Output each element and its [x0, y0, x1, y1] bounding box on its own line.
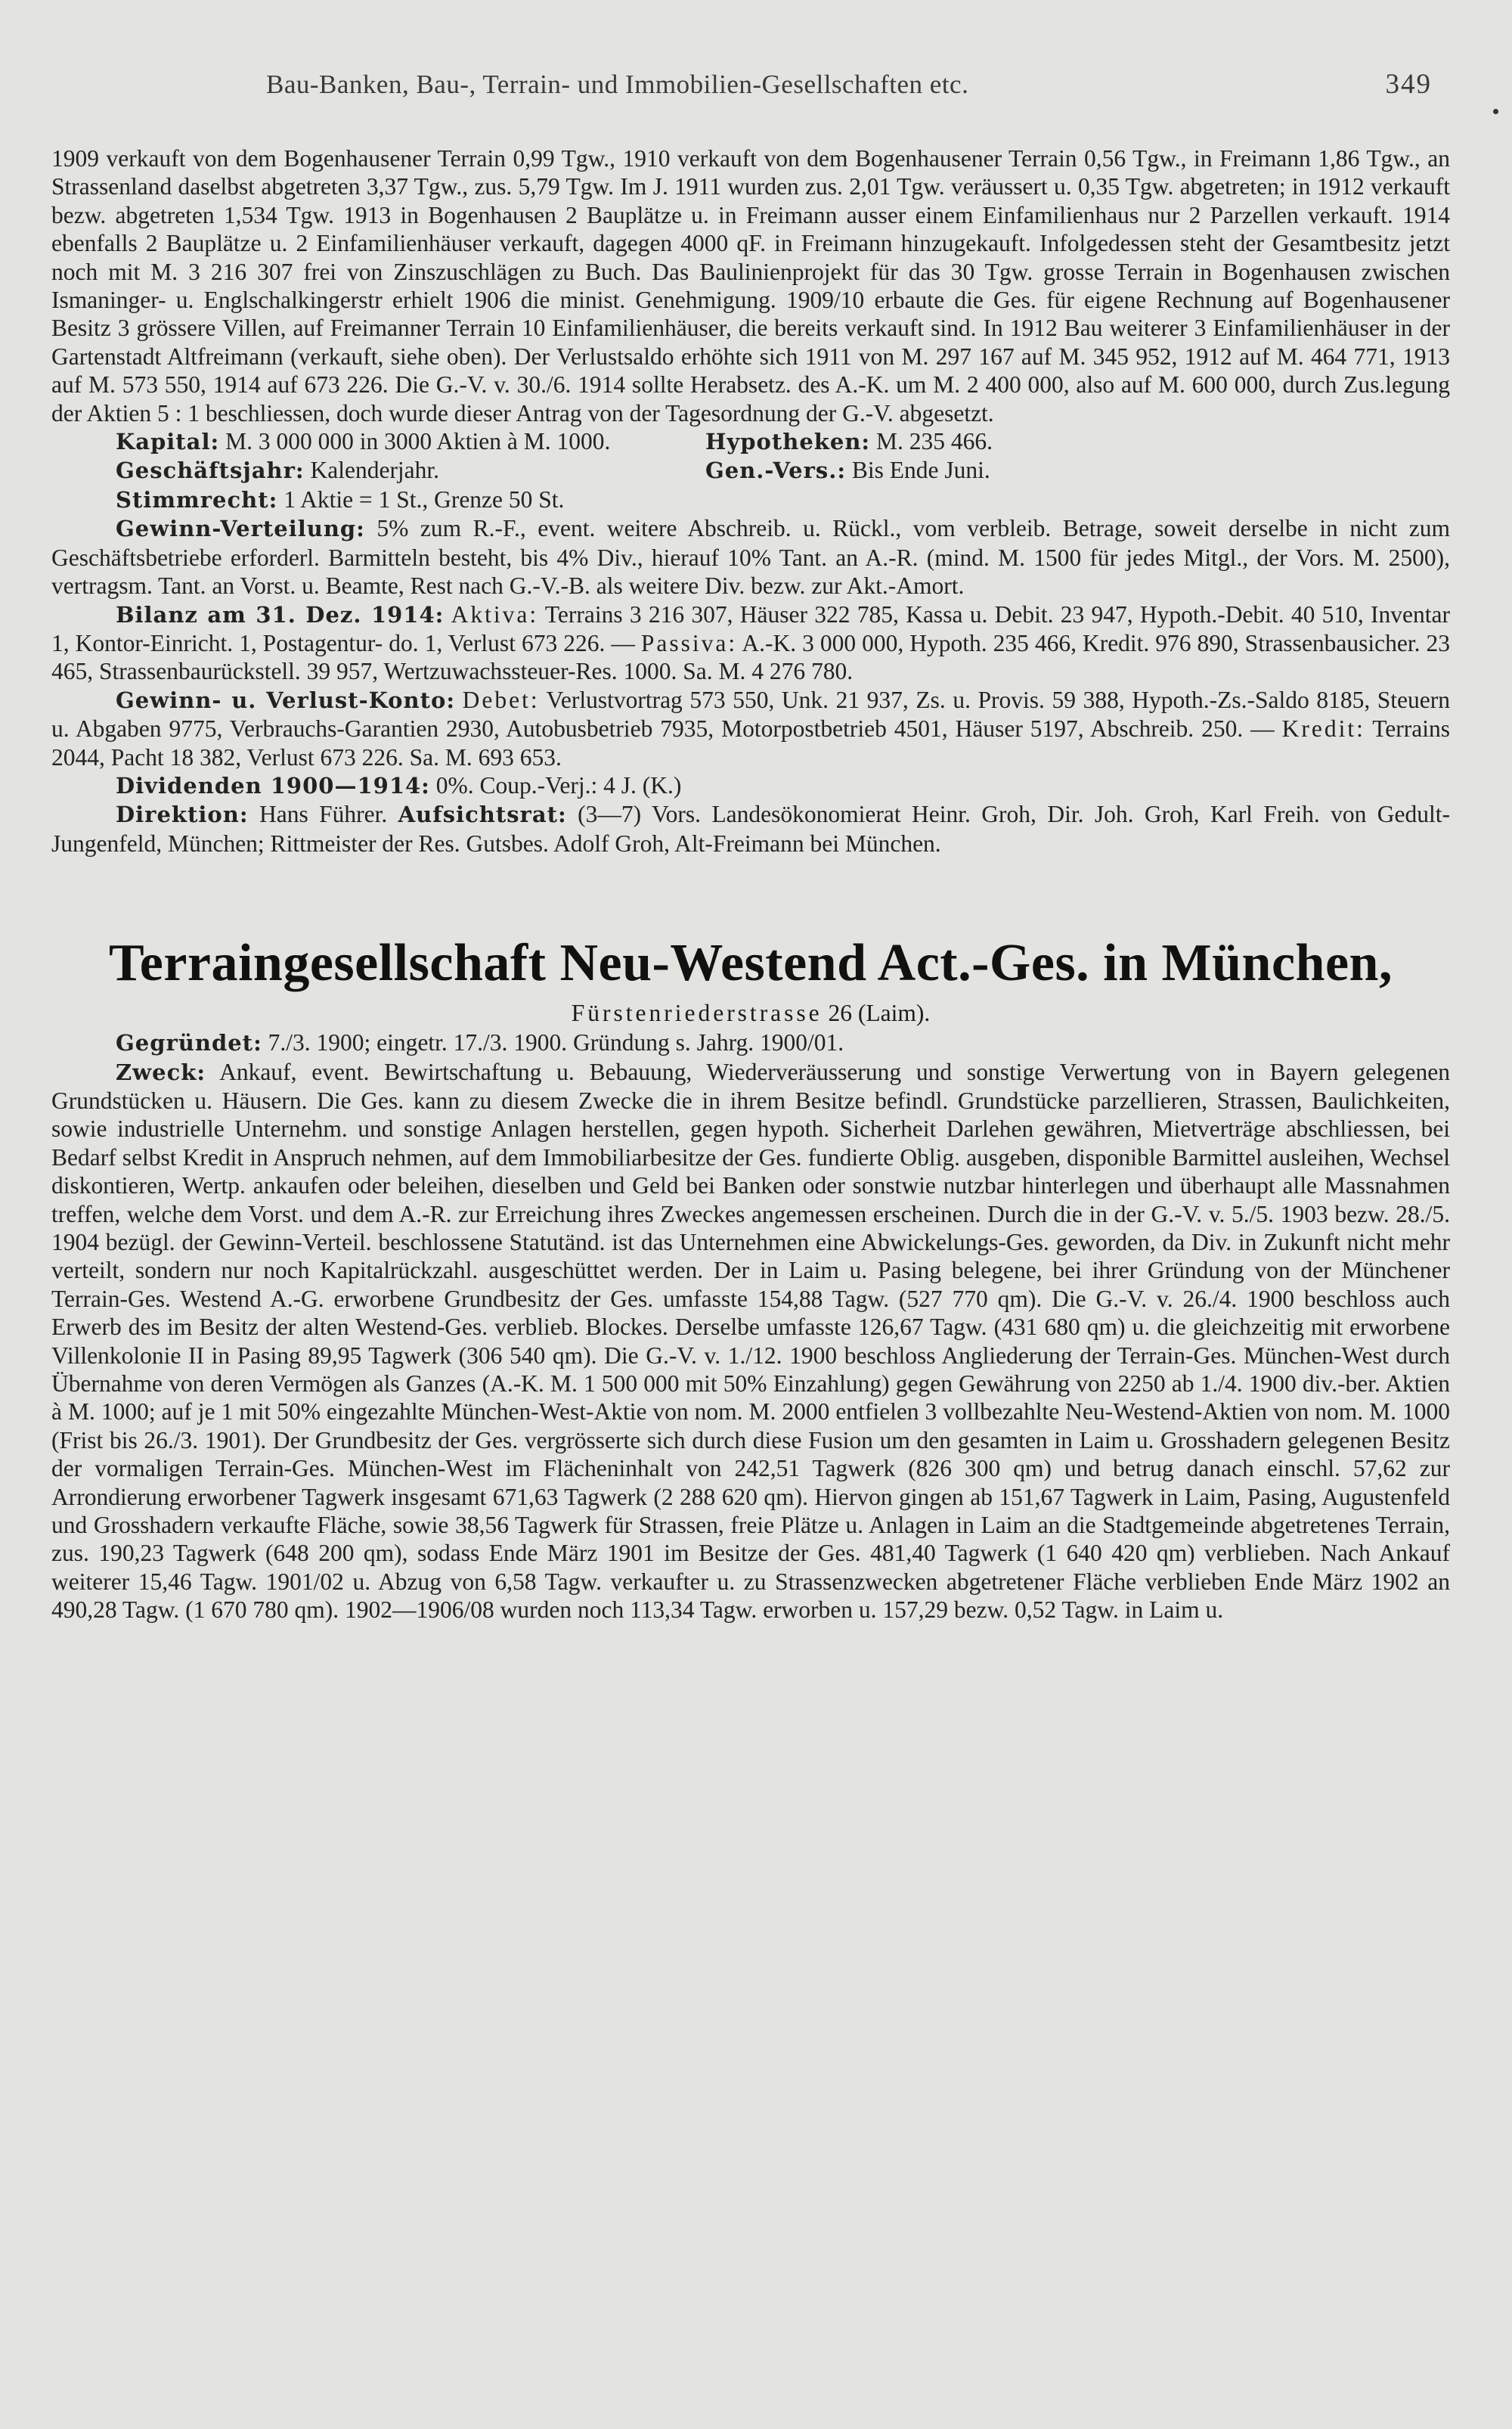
gewinn-verlust-konto-paragraph: [51, 686, 1450, 771]
passiva-value: A.-K. 3 000 000, Hypoth. 235 466, Kredit. 976 890, Strassenbausicher. 23 465, Strassenbaurückstell. 39 957, Wertzuwachssteuer-Res. 1000. Sa. M. 4 276 780.: [51, 629, 1450, 685]
company-entry: [51, 1028, 1450, 1624]
gegruendet-label: Gegründet:: [116, 1030, 262, 1056]
gewinn-verteilung-label: Gewinn-Verteilung:: [116, 516, 365, 542]
aufsichtsrat-label: Aufsichtsrat:: [398, 802, 567, 828]
gewinn-verteilung-paragraph: [51, 514, 1450, 600]
hypotheken-value: M. 235 466.: [876, 428, 993, 455]
dividenden-label: Dividenden 1900—1914:: [116, 772, 430, 799]
gen-vers-label: Gen.-Vers.:: [705, 458, 847, 484]
company-address: [51, 998, 1450, 1028]
margin-dot: [1493, 109, 1498, 114]
company-title: Terraingesellschaft Neu-Westend Act.-Ges. in München,: [109, 934, 1393, 993]
page-number: 349: [1385, 69, 1432, 100]
dividenden-value: 0%. Coup.-Verj.: 4 J. (K.): [435, 771, 682, 799]
geschaeftsjahr-value: Kalenderjahr.: [310, 457, 440, 484]
company-street: Fürstenriederstrasse: [571, 1000, 823, 1027]
debet-value: Verlustvortrag 573 550, Unk. 21 937, Zs. u. Provis. 59 388, Hypoth.-Zs.-Saldo 8185, Steuern u. Abgaben 9775, Verbrauchs-Garantien 2930, Autobusbetrieb 7935, Motorpostbetrieb 4501, Häuser 5197, Abschreib. 250. —: [51, 686, 1450, 743]
kredit-label: Kredit:: [1281, 715, 1365, 743]
direktion-paragraph: [51, 800, 1450, 858]
stimmrecht-line: [51, 485, 1450, 514]
kapital-value: M. 3 000 000 in 3000 Aktien à M. 1000.: [225, 428, 611, 455]
gegruendet-value: 7./3. 1900; eingetr. 17./3. 1900. Gründung s. Jahrg. 1900/01.: [268, 1029, 844, 1056]
running-header: [266, 68, 1432, 101]
geschaeftsjahr-row: [51, 456, 1450, 485]
previous-company-entry: [51, 144, 1450, 858]
guv-label: Gewinn- u. Verlust-Konto:: [116, 687, 456, 713]
geschaeftsjahr-label: Geschäftsjahr:: [116, 458, 305, 484]
debet-label: Debet:: [462, 686, 540, 713]
company-address-rest: 26 (Laim).: [828, 1000, 931, 1027]
zweck-label: Zweck:: [116, 1059, 206, 1085]
history-paragraph: 1909 verkauft von dem Bogenhausener Terrain 0,99 Tgw., 1910 verkauft von dem Bogenhausener Terrain 0,56 Tgw., in Freimann 1,86 Tgw., an Strassenland daselbst abgetreten 3,37 Tgw., zus. 5,79 Tgw. Im J. 1911 wurden zus. 2,01 Tgw. veräussert u. 0,35 Tgw. abgetreten; in 1912 verkauft bezw. abgetreten 1,534 Tgw. 1913 in Bogenhausen 2 Bauplätze u. in Freimann ausser einem Einfamilienhaus nur 2 Parzellen verkauft. 1914 ebenfalls 2 Bauplätze u. 2 Einfamilienhäuser verkauft, dagegen 4000 qF. in Freimann hinzugekauft. Infolgedessen steht der Gesamtbesitz jetzt noch mit M. 3 216 307 frei von Zinszuschlägen zu Buch. Das Baulinienprojekt für das 30 Tgw. grosse Terrain in Bogenhausen zwischen Ismaninger- u. Englschalkingerstr erhielt 1906 die minist. Genehmigung. 1909/10 erbaute die Ges. für eigene Rechnung auf Bogenhausener Besitz 3 grössere Villen, auf Freimanner Terrain 10 Einfamilienhäuser, die bereits verkauft sind. In 1912 Bau weiterer 3 Einfamilienhäuser in der Gartenstadt Altfreimann (verkauft, siehe oben). Der Verlustsaldo erhöhte sich 1911 von M. 297 167 auf M. 345 952, 1912 auf M. 464 771, 1913 auf M. 573 550, 1914 auf 673 226. Die G.-V. v. 30./6. 1914 sollte Herabsetz. des A.-K. um M. 2 400 000, also auf M. 600 000, durch Zus.legung der Aktien 5 : 1 beschliessen, doch wurde dieser Antrag von der Tagesordnung der G.-V. abgesetzt.: [51, 145, 1450, 427]
passiva-label: Passiva:: [640, 629, 738, 656]
gegruendet-line: [51, 1028, 1450, 1057]
zweck-value: Ankauf, event. Bewirtschaftung u. Bebauung, Wiederveräusserung und sonstige Verwertung von in Bayern gelegenen Grundstücken u. Häusern. Die Ges. kann zu diesem Zwecke die in ihrem Besitze befindl. Grundstücke parzellieren, Strassen, Baulichkeiten, sowie industrielle Unternehm. und sonstige Anlagen herstellen, gegen hypoth. Sicherheit Darlehen gewähren, Mietverträge abschliessen, bei Bedarf selbst Kredit in Anspruch nehmen, auf dem Immobiliarbesitze der Ges. fundierte Oblig. ausgeben, disponible Barmittel ausleihen, Wechsel diskontieren, Wertp. ankaufen oder beleihen, dieselben und Geld bei Banken oder sonstwie nutzbar hinterlegen und überhaupt alle Massnahmen treffen, welche dem Vorst. und dem A.-R. zur Erreichung ihres Zweckes angemessen erscheinen. Durch die in der G.-V. v. 5./5. 1903 bezw. 28./5. 1904 bezügl. der Gewinn-Verteil. beschlossene Statutänd. ist das Unternehmen eine Abwickelungs-Ges. geworden, da Div. in Zukunft nicht mehr verteilt, sondern nur noch Kapitalrückzahl. ausgeschüttet werden. Der in Laim u. Pasing belegene, bei ihrer Gründung von der Münchener Terrain-Ges. Westend A.-G. erworbene Grundbesitz der Ges. umfasste 154,88 Tagw. (527 770 qm). Die G.-V. v. 26./4. 1900 beschloss auch Erwerb des im Besitz der alten Westend-Ges. verblieb. Blockes. Derselbe umfasste 126,67 Tagw. (431 680 qm) u. die gleichzeitig mit erworbene Villenkolonie II in Pasing 89,95 Tagwerk (306 540 qm). Die G.-V. v. 1./12. 1900 beschloss Angliederung der Terrain-Ges. München-West durch Übernahme von deren Vermögen als Ganzes (A.-K. M. 1 500 000 mit 50% Einzahlung) gegen Gewährung von 2250 ab 1./4. 1900 div.-ber. Aktien à M. 1000; auf je 1 mit 50% eingezahlte München-West-Aktie von nom. M. 2000 entfielen 3 vollbezahlte Neu-Westend-Aktien von nom. M. 1000 (Frist bis 26./3. 1901). Der Grundbesitz der Ges. vergrösserte sich durch diese Fusion um den gesamten in Laim u. Grosshadern gelegenen Besitz der vormaligen Terrain-Ges. München-West im Flächeninhalt von 242,51 Tagwerk (826 300 qm) und betrug danach einschl. 57,62 zur Arrondierung erworbener Tagwerk insgesamt 671,63 Tagwerk (2 288 620 qm). Hiervon gingen ab 151,67 Tagwerk in Laim, Pasing, Augustenfeld und Grosshadern verkaufte Fläche, sowie 38,56 Tagwerk für Strassen, freie Plätze u. Anlagen in Laim an die Stadtgemeinde abgetretenes Terrain, zus. 190,23 Tagwerk (648 200 qm), sodass Ende März 1901 im Besitze der Ges. 481,40 Tagwerk (1 640 420 qm) verblieben. Nach Ankauf weiterer 15,46 Tagw. 1901/02 u. Abzug von 6,58 Tagw. verkaufter u. zu Strassenzwecken abgetretener Fläche verblieben Ende März 1902 an 490,28 Tagw. (1 670 780 qm). 1902—1906/08 wurden noch 113,34 Tagw. erworben u. 157,29 bezw. 0,52 Tagw. in Laim u.: [51, 1058, 1450, 1624]
kredit-value: Terrains 2044, Pacht 18 382, Verlust 673 226. Sa. M. 693 653.: [51, 715, 1451, 771]
kapital-label: Kapital:: [116, 429, 220, 455]
bilanz-label: Bilanz am 31. Dez. 1914:: [116, 601, 445, 628]
aufsichtsrat-value: (3—7) Vors. Landesökonomierat Heinr. Groh, Dir. Joh. Groh, Karl Freih. von Gedult-Jungenfeld, München; Rittmeister der Res. Gutsbes. Adolf Groh, Alt-Freimann bei München.: [51, 801, 1451, 857]
zweck-paragraph: [51, 1058, 1450, 1624]
gen-vers-value: Bis Ende Juni.: [851, 457, 990, 484]
aktiva-label: Aktiva:: [451, 600, 539, 628]
bilanz-paragraph: [51, 600, 1450, 686]
dividenden-line: [51, 771, 1450, 800]
direktion-value: Hans Führer.: [259, 801, 388, 828]
direktion-label: Direktion:: [116, 802, 249, 828]
stimmrecht-label: Stimmrecht:: [116, 486, 278, 513]
gewinn-verteilung-value: 5% zum R.-F., event. weitere Abschreib. u. Rückl., vom verbleib. Betrage, soweit derselbe in nicht zum Geschäftsbetriebe erforderl. Barmitteln besteht, bis 4% Div., hierauf 10% Tant. an A.-R. (mind. M. 1500 für jedes Mitgl., der Vors. M. 2500), vertragsm. Tant. an Vorst. u. Beamte, Rest nach G.-V.-B. als weitere Div. bezw. zur Akt.-Amort.: [51, 515, 1450, 600]
aktiva-value: Terrains 3 216 307, Häuser 322 785, Kassa u. Debit. 23 947, Hypoth.-Debit. 40 510, Inventar 1, Kontor-Einricht. 1, Postagentur- do. 1, Verlust 673 226. —: [51, 600, 1450, 656]
running-title: Bau-Banken, Bau-, Terrain- und Immobilien-Gesellschaften etc.: [266, 70, 969, 99]
hypotheken-label: Hypotheken:: [705, 429, 871, 455]
kapital-row: [51, 427, 1450, 456]
stimmrecht-value: 1 Aktie = 1 St., Grenze 50 St.: [284, 485, 565, 513]
